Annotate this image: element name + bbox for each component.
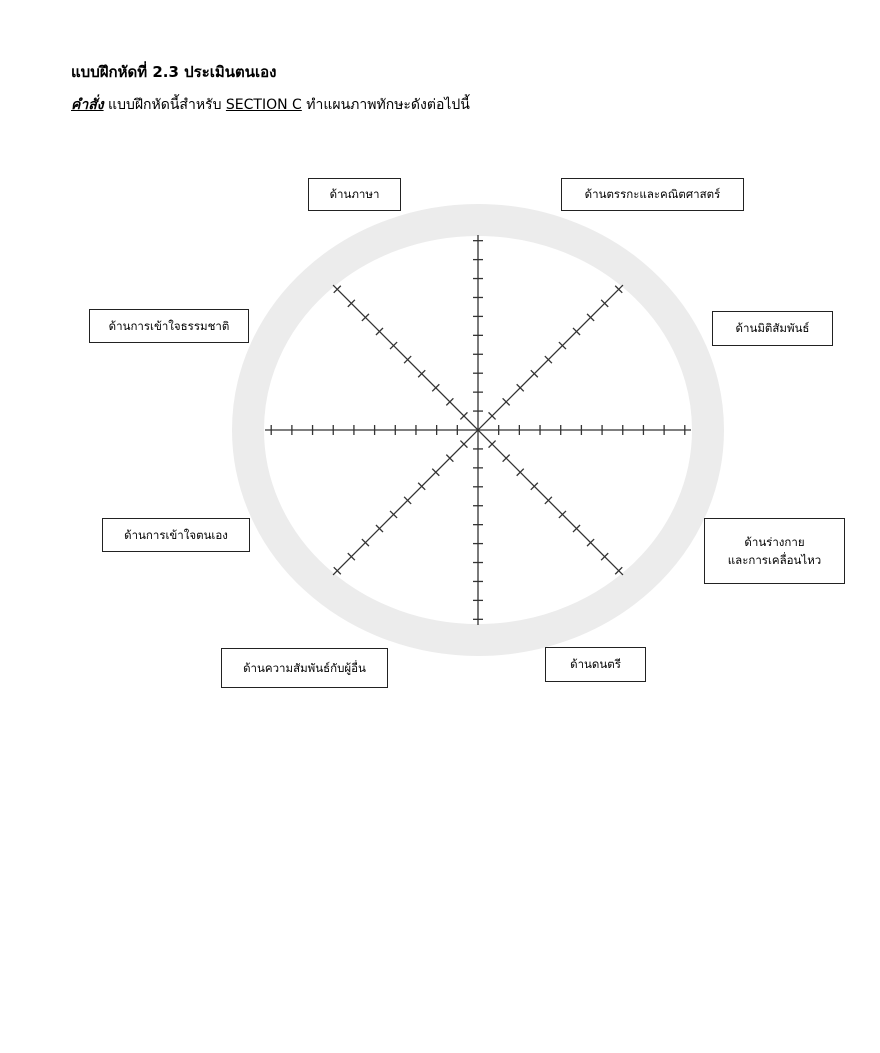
label-box-spatial: ด้านมิติสัมพันธ์ (712, 311, 833, 346)
label-box-language: ด้านภาษา (308, 178, 401, 211)
label-body-line2: และการเคลื่อนไหว (727, 553, 822, 567)
instruction-lead: คำสั่ง (71, 97, 104, 113)
label-box-self: ด้านการเข้าใจตนเอง (102, 518, 250, 552)
instruction-text-1: แบบฝึกหัดนี้สำหรับ (103, 97, 226, 113)
instruction-section: SECTION C (225, 97, 302, 113)
label-box-music: ด้านดนตรี (545, 647, 646, 682)
wheel-axes (265, 235, 691, 625)
label-box-logic-math: ด้านตรรกะและคณิตศาสตร์ (561, 178, 744, 211)
label-box-body (704, 518, 845, 584)
instruction-text-2: ทำแผนภาพทักษะดังต่อไปนี้ (301, 97, 470, 113)
label-box-interpersonal: ด้านความสัมพันธ์กับผู้อื่น (221, 648, 388, 688)
label-body-line1: ด้านร่างกาย (744, 534, 805, 549)
label-box-naturalist: ด้านการเข้าใจธรรมชาติ (89, 309, 249, 343)
exercise-title: แบบฝึกหัดที่ 2.3 ประเมินตนเอง (71, 63, 277, 81)
